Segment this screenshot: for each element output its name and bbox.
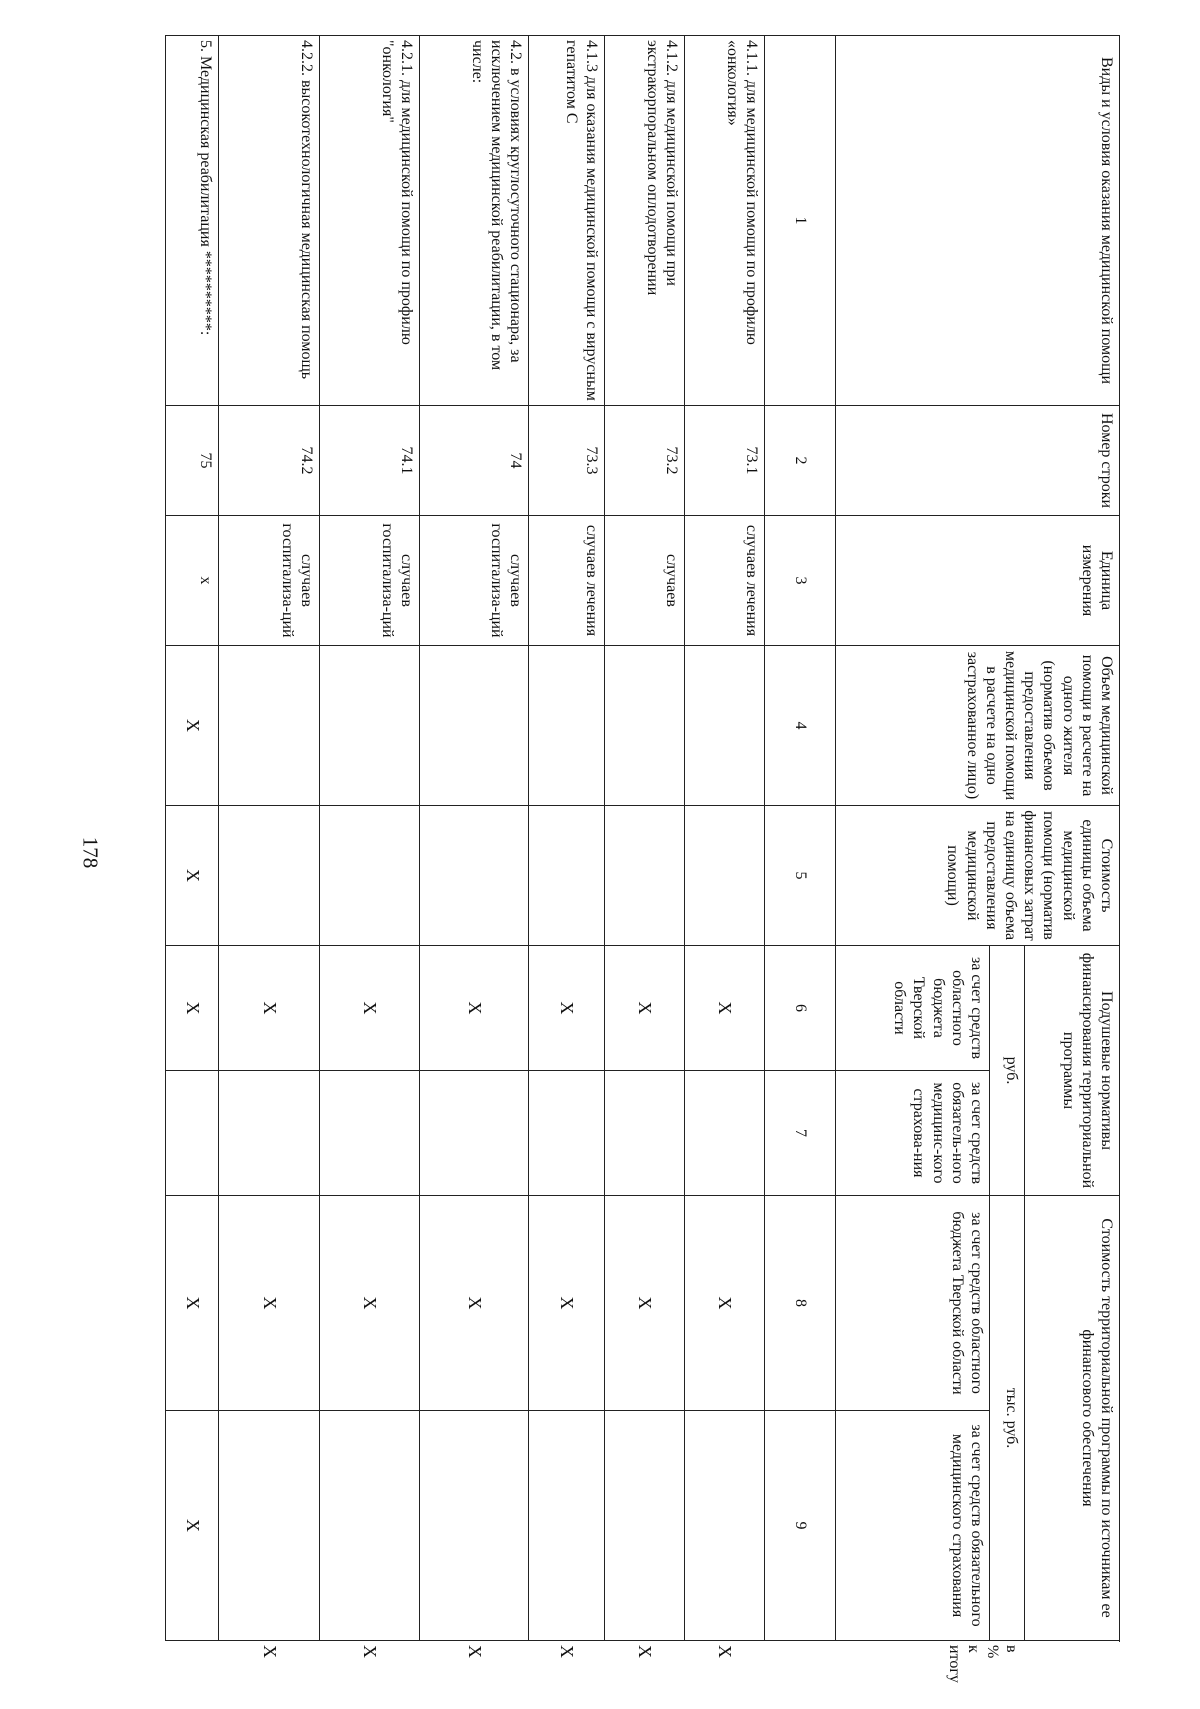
row-unit: случаев лечения	[685, 516, 765, 646]
cell-c3	[219, 646, 319, 806]
cell-c8	[319, 1411, 419, 1641]
cell-c4	[319, 806, 419, 946]
row-name: 4.2.2. высокотехнологичная медицинская помощь	[219, 36, 319, 406]
row-unit: случаев лечения	[528, 516, 604, 646]
cell-c4	[685, 806, 765, 946]
cell-c6	[420, 1071, 529, 1196]
col-number-8: 8	[765, 1196, 836, 1411]
financing-table: Виды и условия оказания медицинской помощи Номер строки Единица измерения Объем медицинской помощи в расчете на одного жителя (норматив объемов предоставления медицинской помощи в расчете на одно застрахованное лицо) Стоимость единицы объема медицинской помощи (норматив финансовых затрат на единицу объема предоставления медицинской помощи) Подушевые нормативы финансирования территориальной программы Стоимость территориальной программы по источникам ее финансового обеспечения руб. тыс. руб. в % к итогу за счет средств областного бюджета Тверской области за счет средств обязатель-ного медицинс-кого страхова-ния за счет средств областного бюджета Тверской области за счет средств обязательного медицинского страхования 1 2 3 4 5 6 7 8 9 4.1.1. для медицинской помощи по профилю «онкология» 73.1 случаев лечения X X X 4.1.2. для медицинской помощи при экстракорпоральном оплодотворении 73.2 случаев X X X 4.1.3 для оказания медицинской помощи с вирусным гепатитом С 73.3 случаев лечения X X X 4.2. в условиях круглосуточного стационара, за исключением медицинской реабилитации, в том числе: 74 случаев госпитализа-ций X X X 4.2.1. для медицинской помощи по профилю "онкология" 74.1 случаев госпитализа-ций X X X 4.2.2. высокотехнологичная медицинская помощь 74.2 случаев госпитализа-ций X X X 5. Медицинская реабилитация **********: 75 x X X X X X	[165, 35, 1120, 1641]
row-name: 4.1.3 для оказания медицинской помощи с вирусным гепатитом С	[528, 36, 604, 406]
table-row: 4.2.1. для медицинской помощи по профилю "онкология" 74.1 случаев госпитализа-ций X X X	[319, 36, 419, 1641]
cell-c6	[685, 1071, 765, 1196]
row-name: 4.2.1. для медицинской помощи по профилю "онкология"	[319, 36, 419, 406]
cell-c5: X	[420, 946, 529, 1071]
cell-c6	[166, 1071, 219, 1196]
header-budget-5: за счет средств областного бюджета Тверской области	[836, 946, 990, 1071]
cell-c4	[604, 806, 684, 946]
cell-c5: X	[685, 946, 765, 1071]
row-unit: случаев госпитализа-ций	[420, 516, 529, 646]
col-number-4: 4	[765, 646, 836, 806]
cell-c8	[219, 1411, 319, 1641]
cell-c5: X	[166, 946, 219, 1071]
cell-c3	[604, 646, 684, 806]
row-name: 4.1.2. для медицинской помощи при экстракорпоральном оплодотворении	[604, 36, 684, 406]
col-number-3: 3	[765, 516, 836, 646]
header-row-number: Номер строки	[836, 406, 1120, 516]
table-row: 4.2.2. высокотехнологичная медицинская помощь 74.2 случаев госпитализа-ций X X X	[219, 36, 319, 1641]
cell-c5: X	[219, 946, 319, 1071]
col-number-9: 9	[765, 1411, 836, 1641]
row-number: 73.3	[528, 406, 604, 516]
cell-c4	[420, 806, 529, 946]
cell-c7: X	[685, 1196, 765, 1411]
header-type: Виды и условия оказания медицинской помощи	[836, 36, 1120, 406]
cell-c3: X	[166, 646, 219, 806]
row-number: 74	[420, 406, 529, 516]
row-number: 74.1	[319, 406, 419, 516]
cell-c5: X	[528, 946, 604, 1071]
cell-c7: X	[528, 1196, 604, 1411]
cell-c6	[219, 1071, 319, 1196]
cell-c7: X	[219, 1196, 319, 1411]
cell-c4	[528, 806, 604, 946]
row-name: 4.2. в условиях круглосуточного стационара, за исключением медицинской реабилитации, в том числе:	[420, 36, 529, 406]
row-number: 73.1	[685, 406, 765, 516]
table-row	[166, 36, 219, 1641]
cell-c8	[528, 1411, 604, 1641]
row-unit: x	[166, 516, 219, 646]
row-number: 74.2	[219, 406, 319, 516]
row-name: 4.1.1. для медицинской помощи по профилю «онкология»	[685, 36, 765, 406]
header-unit-thousand: тыс. руб.	[989, 1196, 1024, 1641]
cell-c6	[319, 1071, 419, 1196]
col-number-1: 1	[765, 36, 836, 406]
cell-c6	[604, 1071, 684, 1196]
header-volume: Объем медицинской помощи в расчете на одного жителя (норматив объемов предоставления медицинской помощи в расчете на одно застрахованное лицо)	[836, 646, 1120, 806]
cell-c5: X	[319, 946, 419, 1071]
header-budget-7: за счет средств областного бюджета Тверской области	[836, 1196, 990, 1411]
header-unit: Единица измерения	[836, 516, 1120, 646]
col-number-6: 6	[765, 946, 836, 1071]
table-row: 4.1.2. для медицинской помощи при экстракорпоральном оплодотворении 73.2 случаев X X X	[604, 36, 684, 1641]
cell-c7: X	[166, 1196, 219, 1411]
cell-c3	[319, 646, 419, 806]
cell-c4: X	[166, 806, 219, 946]
cell-c4	[219, 806, 319, 946]
header-percapita-group: Подушевые нормативы финансирования территориальной программы	[1025, 946, 1120, 1196]
cell-c8	[604, 1411, 684, 1641]
col-number-5: 5	[765, 806, 836, 946]
header-total-group: Стоимость территориальной программы по источникам ее финансового обеспечения	[1025, 1196, 1120, 1641]
cell-c8	[420, 1411, 529, 1641]
col-number-2: 2	[765, 406, 836, 516]
row-unit: случаев госпитализа-ций	[319, 516, 419, 646]
cell-c8: X	[166, 1411, 219, 1641]
table-row: 4.1.1. для медицинской помощи по профилю «онкология» 73.1 случаев лечения X X X	[685, 36, 765, 1641]
col-number-7: 7	[765, 1071, 836, 1196]
header-oms-6: за счет средств обязатель-ного медицинс-кого страхова-ния	[836, 1071, 990, 1196]
table-row: 4.1.3 для оказания медицинской помощи с вирусным гепатитом С 73.3 случаев лечения X X X	[528, 36, 604, 1641]
header-unit-rub: руб.	[989, 946, 1024, 1196]
cell-c5: X	[604, 946, 684, 1071]
rotated-table-container	[165, 35, 1120, 1683]
row-unit: случаев госпитализа-ций	[219, 516, 319, 646]
cell-c8	[685, 1411, 765, 1641]
row-number: 75	[166, 406, 219, 516]
cell-c3	[685, 646, 765, 806]
table-row: 4.2. в условиях круглосуточного стационара, за исключением медицинской реабилитации, в том числе: 74 случаев госпитализа-ций X X X	[420, 36, 529, 1641]
cell-c7: X	[420, 1196, 529, 1411]
cell-c3	[420, 646, 529, 806]
header-cost: Стоимость единицы объема медицинской помощи (норматив финансовых затрат на единицу объема предоставления медицинской помощи)	[836, 806, 1120, 946]
row-name: 5. Медицинская реабилитация **********:	[166, 36, 219, 406]
row-number: 73.2	[604, 406, 684, 516]
page-number: 178	[78, 836, 103, 869]
cell-c3	[528, 646, 604, 806]
header-oms-8: за счет средств обязательного медицинского страхования	[836, 1411, 990, 1641]
row-unit: случаев	[604, 516, 684, 646]
cell-c7: X	[604, 1196, 684, 1411]
cell-c7: X	[319, 1196, 419, 1411]
cell-c6	[528, 1071, 604, 1196]
